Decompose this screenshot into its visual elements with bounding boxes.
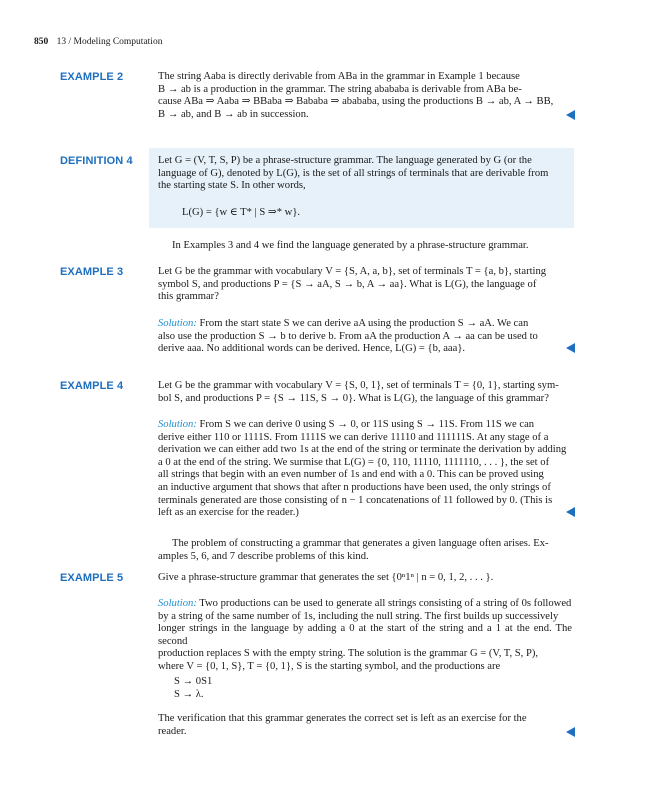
problem-paragraph <box>158 538 572 563</box>
example-2-line: B → ab is a production in the grammar. The string abababa is derivable from ABa be- <box>158 83 522 95</box>
solution-line: derivation we can either add two 1s at the end of the string or terminate the derivation by adding <box>158 444 567 456</box>
example-4-solution <box>158 419 572 520</box>
end-of-example-marker <box>566 507 575 517</box>
problem-line: amples 5, 6, and 7 describe problems of this kind. <box>158 550 369 562</box>
example-5-closing <box>158 713 572 738</box>
example-5-solution <box>158 598 572 674</box>
closing-line: reader. <box>158 725 187 737</box>
example-3-solution <box>158 318 572 356</box>
solution-label: Solution: <box>158 318 197 329</box>
solution-label: Solution: <box>158 598 197 609</box>
solution-line: longer strings in the language by adding a 0 at the start of the string and a 1 at the end. The second <box>158 623 572 647</box>
example-3-body <box>158 266 572 304</box>
intro-paragraph: In Examples 3 and 4 we find the language generated by a phrase-structure grammar. <box>172 240 529 251</box>
language-formula: L(G) = {w ∈ T* | S ⇒* w}. <box>182 207 301 218</box>
end-of-example-marker <box>566 110 575 120</box>
end-of-example-marker <box>566 343 575 353</box>
example-2-line: cause ABa ⇒ Aaba ⇒ BBaba ⇒ Bababa ⇒ abababa, using the productions B → ab, A → BB, <box>158 96 554 108</box>
running-title: 13 / Modeling Computation <box>56 37 163 47</box>
production-rule: S → λ. <box>174 689 204 700</box>
definition-line: language of G), denoted by L(G), is the set of all strings of terminals that are derivable from <box>158 167 549 179</box>
example-5-label: EXAMPLE 5 <box>60 572 124 584</box>
example-4-line: Let G be the grammar with vocabulary V = {S, 0, 1}, set of terminals T = {0, 1}, starting sym- <box>158 380 559 391</box>
solution-line: production replaces S with the empty string. The solution is the grammar G = (V, T, S, P), <box>158 648 539 660</box>
production-rule: S → 0S1 <box>174 676 213 687</box>
definition-line: Let G = (V, T, S, P) be a phrase-structure grammar. The language generated by G (or the <box>158 155 532 166</box>
end-of-example-marker <box>566 727 575 737</box>
solution-line: an inductive argument that shows that after n productions have been used, the only strings of <box>158 481 551 493</box>
solution-line: by a string of the same number of 1s, including the null string. The first builds up successively <box>158 610 559 622</box>
definition-4-label: DEFINITION 4 <box>60 155 133 167</box>
example-3-line: Let G be the grammar with vocabulary V = {S, A, a, b}, set of terminals T = {a, b}, starting <box>158 266 547 277</box>
definition-4-body <box>158 155 572 193</box>
example-3-line: this grammar? <box>158 291 219 303</box>
example-2-line: B → ab, and B → ab in succession. <box>158 108 309 120</box>
solution-line: derive aaa. No additional words can be derived. Hence, L(G) = {b, aaa}. <box>158 343 466 355</box>
example-5-line: Give a phrase-structure grammar that generates the set {0ⁿ1ⁿ | n = 0, 1, 2, . . . }. <box>158 572 494 583</box>
example-2-body <box>158 71 572 121</box>
example-5-body <box>158 572 572 585</box>
example-2-label: EXAMPLE 2 <box>60 71 124 83</box>
solution-line: where V = {0, 1, S}, T = {0, 1}, S is the starting symbol, and the productions are <box>158 660 501 672</box>
running-header <box>34 36 162 49</box>
solution-line: Two productions can be used to generate all strings consisting of a string of 0s followed <box>196 598 572 609</box>
example-3-label: EXAMPLE 3 <box>60 266 124 278</box>
solution-line: left as an exercise for the reader.) <box>158 507 299 519</box>
example-2-line: The string Aaba is directly derivable from ABa in the grammar in Example 1 because <box>158 71 520 82</box>
solution-line: terminals generated are those consisting of n − 1 concatenations of 11 followed by 0. (This is <box>158 494 553 506</box>
example-3-line: symbol S, and productions P = {S → aA, S → b, A → aa}. What is L(G), the language of <box>158 278 537 290</box>
closing-line: The verification that this grammar generates the correct set is left as an exercise for the <box>158 713 527 724</box>
problem-line: The problem of constructing a grammar that generates a given language often arises. Ex- <box>172 538 549 549</box>
solution-line: also use the production S → b to derive b. From aA the production A → aa can be used to <box>158 330 538 342</box>
solution-line: a 0 at the end of the string. We surmise that L(G) = {0, 110, 11110, 1111110, . . . }, the set of <box>158 456 550 468</box>
solution-line: From S we can derive 0 using S → 0, or 11S using S → 11S. From 11S we can <box>196 419 535 430</box>
solution-line: all strings that begin with an even number of 1s and end with a 0. This can be proved using <box>158 469 544 481</box>
solution-line: From the start state S we can derive aA using the production S → aA. We can <box>196 318 529 329</box>
example-4-line: bol S, and productions P = {S → 11S, S → 0}. What is L(G), the language of this grammar? <box>158 392 549 404</box>
solution-label: Solution: <box>158 419 197 430</box>
example-4-body <box>158 380 572 405</box>
page-number: 850 <box>34 37 49 47</box>
example-4-label: EXAMPLE 4 <box>60 380 124 392</box>
solution-line: derive either 110 or 1111S. From 1111S we can derive 11110 and 111111S. At any stage of a <box>158 431 549 443</box>
definition-line: the starting state S. In other words, <box>158 180 306 192</box>
